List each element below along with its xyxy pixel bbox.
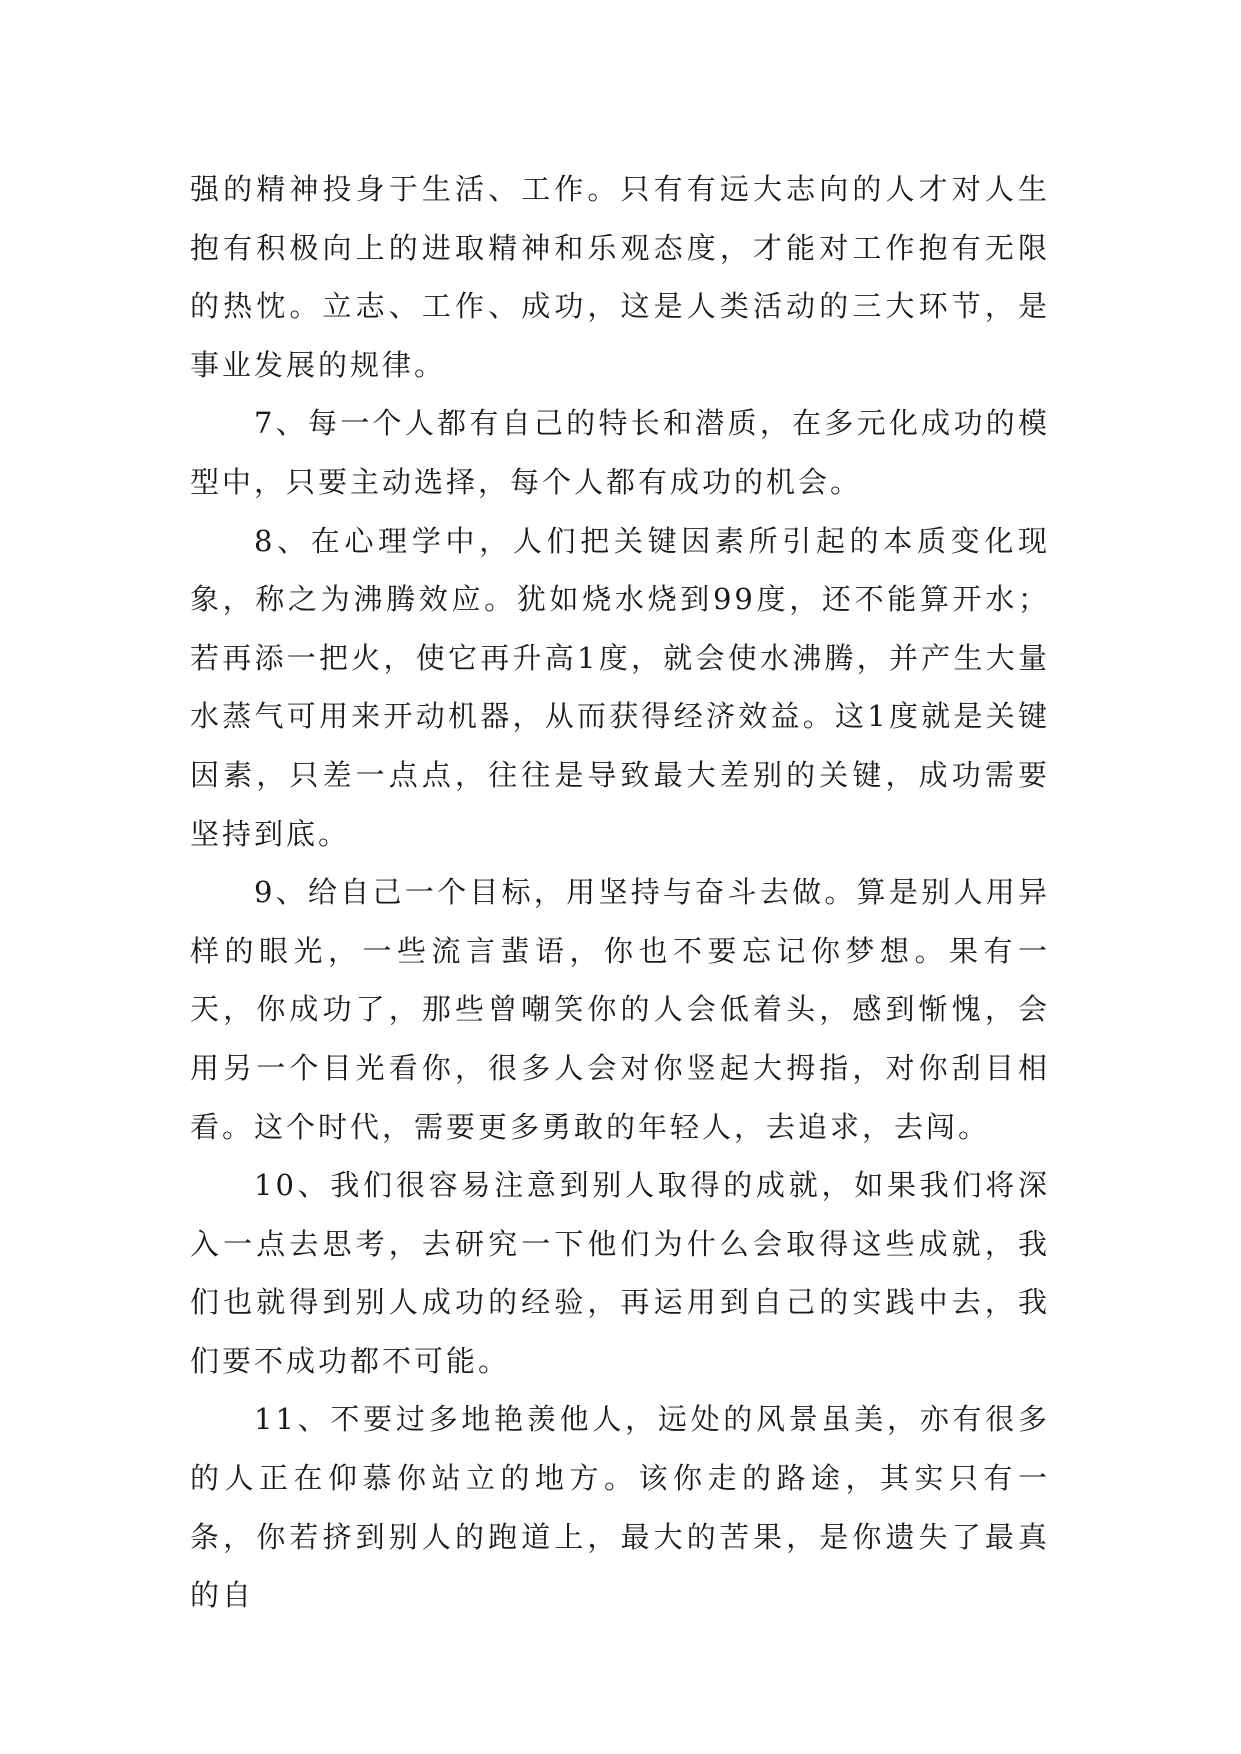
paragraph-item-11: 11、不要过多地艳羡他人，远处的风景虽美，亦有很多的人正在仰慕你站立的地方。该你走的路途，其实只有一条，你若挤到别人的跑道上，最大的苦果，是你遗失了最真的自	[190, 1402, 1050, 1613]
paragraph-item-10: 10、我们很容易注意到别人取得的成就，如果我们将深入一点去思考，去研究一下他们为什么会取得这些成就，我们也就得到别人成功的经验，再运用到自己的实践中去，我们要不成功都不可能。	[190, 1168, 1050, 1378]
paragraph-continuation: 强的精神投身于生活、工作。只有有远大志向的人才对人生抱有积极向上的进取精神和乐观态度，才能对工作抱有无限的热忱。立志、工作、成功，这是人类活动的三大环节，是事业发展的规律。	[190, 172, 1050, 382]
paragraph-item-9: 9、给自己一个目标，用坚持与奋斗去做。算是别人用异样的眼光，一些流言蜚语，你也不要忘记你梦想。果有一天，你成功了，那些曾嘲笑你的人会低着头，感到惭愧，会用另一个目光看你，很多人会对你竖起大拇指，对你刮目相看。这个时代，需要更多勇敢的年轻人，去追求，去闯。	[190, 875, 1050, 1144]
document-body	[190, 160, 1050, 1625]
paragraph-item-7: 7、每一个人都有自己的特长和潜质，在多元化成功的模型中，只要主动选择，每个人都有成功的机会。	[190, 406, 1050, 499]
paragraph-item-8: 8、在心理学中，人们把关键因素所引起的本质变化现象，称之为沸腾效应。犹如烧水烧到99度，还不能算开水；若再添一把火，使它再升高1度，就会使水沸腾，并产生大量水蒸气可用来开动机器，从而获得经济效益。这1度就是关键因素，只差一点点，往往是导致最大差别的关键，成功需要坚持到底。	[190, 523, 1050, 851]
